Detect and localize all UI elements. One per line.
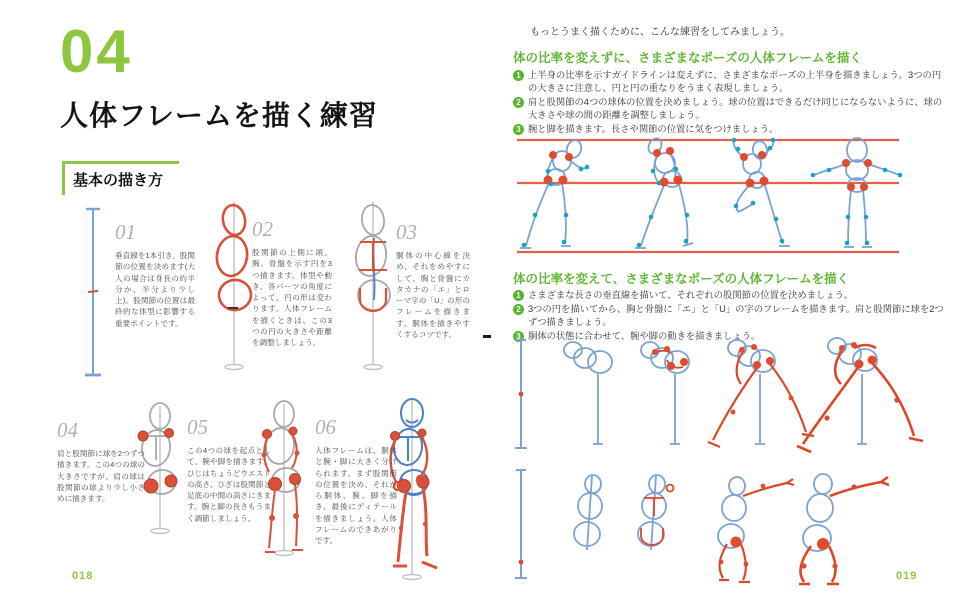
step-number: 06 [315, 415, 336, 439]
item-text: さまざまな長さの垂直線を描いて、それぞれの股関節の位置を決めましょう。 [528, 290, 854, 300]
step-block-03 [396, 222, 470, 340]
step-number: 03 [396, 220, 417, 244]
page-title: 人体フレームを描く練習 [60, 100, 378, 131]
item-number-badge: 3 [513, 331, 524, 342]
section2-heading: 体の比率を変えて、さまざまなポーズの人体フレームを描く [513, 272, 850, 286]
item-text: 上半身の比率を示すガイドラインは変えずに、さまざまなポーズの上半身を描きましょう。3つの円の大きさに注意し、円と円の重なりをうまく表現しましょう。 [528, 70, 942, 93]
pose-sketch-1 [520, 138, 589, 248]
same-proportion-poses-diagram [505, 133, 955, 265]
item-number-badge: 3 [513, 124, 524, 135]
step1-vertical-line-figure [76, 203, 110, 383]
section1-items [513, 69, 947, 137]
item-text: 胴体の状態に合わせて、腕や脚の動きを描きましょう。 [528, 331, 761, 341]
section1-heading: 体の比率を変えずに、さまざまなポーズの人体フレームを描く [513, 51, 862, 65]
item-number-badge: 2 [513, 97, 524, 108]
step-text: 人体フレームは、胴体と腕・脚に大きく分けられます。まず股関節の位置を決め、それから胴体、腕、脚を描き、最後にディテールを描きましょう。人体フレームのできあがりです。 [315, 446, 397, 546]
item-text: 腕と脚を描きます。長さや関節の位置に気をつけましょう。 [528, 124, 779, 134]
step-block-06 [315, 417, 397, 547]
step-number: 02 [252, 217, 273, 241]
step-block-04 [57, 420, 145, 504]
pose-sketch-4 [811, 138, 903, 247]
step-text: 垂直線を1本引き、股関節の位置を決めます(大人の場合は身長の約半分か、半分より少し上)。股関節の位置は最終的な体型に影響する重要ポイントです。 [115, 251, 195, 328]
item-number-badge: 2 [513, 304, 524, 315]
step-number: 04 [57, 418, 78, 442]
list-item [513, 96, 947, 122]
step-text: 股関節の上側に頭、胸、骨盤を示す円を3つ描きます。体型や動き、各パーツの角度によって、円の形は変わります。人体フレームを描くときは、この3つの円の大きさや距離を調整しましょう。 [252, 248, 332, 348]
step-block-05 [187, 417, 271, 524]
progression-row-2 [515, 470, 889, 584]
list-item [513, 289, 947, 302]
list-item [513, 303, 947, 329]
section-label-basic-method: 基本の描き方 [62, 161, 179, 195]
pose-sketch-2 [635, 136, 693, 248]
page-number-right: 019 [896, 570, 918, 582]
step-block-01 [115, 222, 195, 329]
varied-proportion-progression-diagram [505, 332, 955, 587]
pose-sketch-3 [732, 138, 790, 246]
step-text: 胴体の中心線を決め、それをめやすにして、胸と骨盤にカタカナの「エ」とローマ字の「U」の形のフレームを描きます。胴体を描きやすくするコツです。 [396, 251, 470, 340]
step-number: 01 [115, 220, 136, 244]
list-item [513, 69, 947, 95]
step-number: 05 [187, 415, 208, 439]
page-number-left: 018 [72, 570, 94, 582]
chapter-number: 04 [60, 18, 133, 85]
item-number-badge: 1 [513, 290, 524, 301]
step-text: この4つの球を起点として、腕や脚を描きます。ひじはちょうどウエストの高さ、ひざは股関節と足底の中間の高さにきます。腕と脚の長さもうまく調節しましょう。 [187, 446, 271, 523]
binding-mark [483, 335, 491, 338]
item-text: 3つの円を描いてから、胸と骨盤に「エ」と「U」の字のフレームを描きます。肩と股関節に球を2つずつ描きましょう。 [528, 304, 944, 327]
intro-text: もっとうまく描くために、こんな練習をしてみましょう。 [530, 27, 790, 38]
step-text: 肩と股関節に球を2つずつ描きます。この4つの球の大きさですが、肩の球は股関節の球より少し小さめに描きます。 [57, 449, 145, 504]
step-block-02 [252, 219, 332, 349]
item-text: 肩と股関節の4つの球体の位置を決めましょう。球の位置はできるだけ同じにならないように、球の大きさや球の間の距離を調整しましょう。 [528, 97, 943, 120]
progression-row-1 [515, 338, 923, 452]
item-number-badge: 1 [513, 70, 524, 81]
